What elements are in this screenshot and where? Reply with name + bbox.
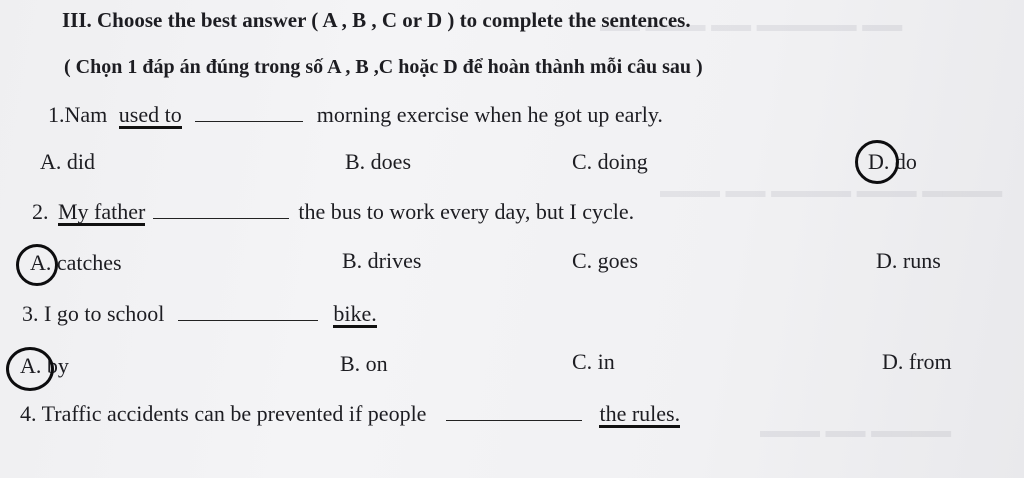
question-2-option-d[interactable]: D. runs (876, 248, 941, 273)
bleed-through-text: ▬▬▬ ▬▬ ▬▬▬▬ (760, 420, 952, 442)
bleed-through-text: ▬▬ ▬▬▬ ▬▬ ▬▬▬▬▬ ▬▬ (600, 14, 903, 36)
section-instruction: III. Choose the best answer ( A , B , C or D ) to complete the sentences. (62, 8, 691, 32)
question-1-suffix: morning exercise when he got up early. (316, 102, 663, 127)
question-3-underlined: bike. (333, 301, 377, 326)
question-1-blank[interactable] (195, 103, 303, 122)
question-2-option-a[interactable]: A. catches (30, 250, 122, 275)
question-2-option-c[interactable]: C. goes (572, 248, 638, 273)
question-2-option-b[interactable]: B. drives (342, 248, 422, 273)
section-instruction-vietnamese: ( Chọn 1 đáp án đúng trong số A , B ,C hoặc D để hoàn thành mỗi câu sau ) (64, 56, 703, 78)
question-4 (20, 401, 680, 428)
question-1-underlined: used to (118, 102, 182, 127)
question-3-prefix: 3. I go to school (22, 301, 165, 326)
bleed-through-text: ▬▬▬ ▬▬ ▬▬▬▬ ▬▬▬ ▬▬▬▬ (660, 180, 1003, 202)
question-1-option-c[interactable]: C. doing (572, 149, 648, 174)
question-3-option-c[interactable]: C. in (572, 349, 615, 374)
question-1-option-b[interactable]: B. does (345, 149, 411, 174)
question-1-option-d[interactable]: D. do (868, 149, 917, 174)
question-4-prefix: 4. Traffic accidents can be prevented if people (20, 401, 427, 426)
question-4-underlined: the rules. (599, 401, 681, 426)
question-2 (32, 199, 634, 226)
answer-circle-q2-a (16, 244, 58, 286)
question-3 (22, 301, 377, 328)
question-3-blank[interactable] (178, 302, 318, 321)
question-4-blank[interactable] (446, 402, 582, 421)
question-1-option-a[interactable]: A. did (40, 149, 95, 174)
question-3-option-d[interactable]: D. from (882, 349, 952, 374)
answer-circle-q3-a (6, 347, 54, 391)
question-2-suffix: the bus to work every day, but I cycle. (298, 199, 635, 224)
question-3-option-b[interactable]: B. on (340, 351, 388, 376)
question-2-blank[interactable] (153, 200, 289, 219)
question-1-prefix: 1.Nam (48, 102, 108, 127)
question-2-prefix: 2. (32, 199, 49, 224)
question-2-underlined: My father (58, 199, 146, 224)
question-3-option-a[interactable]: A. by (20, 353, 69, 378)
answer-circle-q1-d (855, 140, 899, 184)
question-1 (48, 102, 663, 129)
